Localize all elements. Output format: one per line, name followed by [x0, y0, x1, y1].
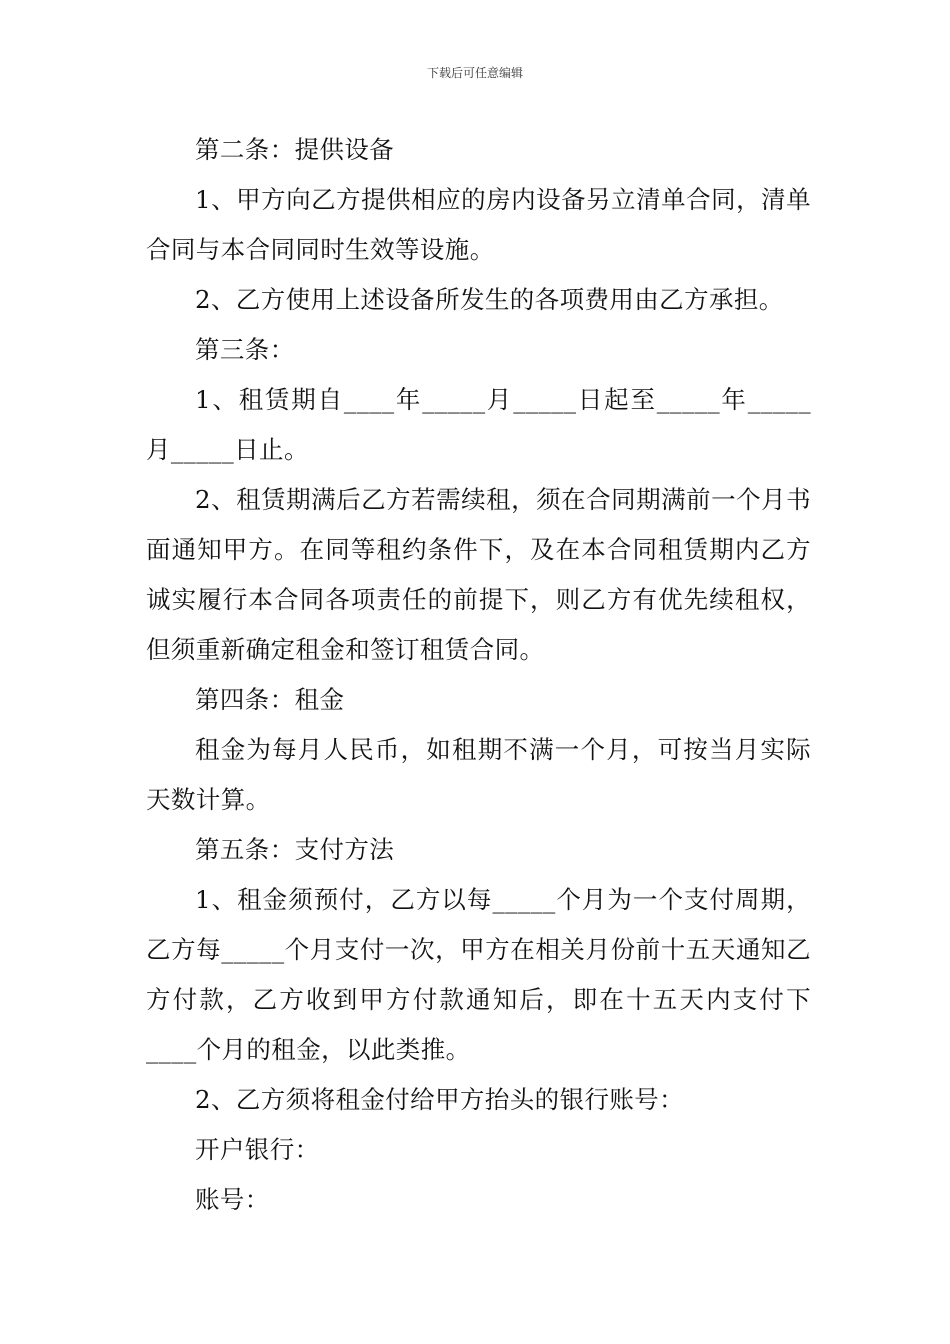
article-2-clause-1: 1、甲方向乙方提供相应的房内设备另立清单合同，清单合同与本合同同时生效等设施。	[146, 185, 811, 264]
article-3-clause-1: 1、租赁期自____年_____月_____日起至_____年_____月_____日止。	[146, 385, 811, 464]
article-4-heading: 第四条：租金	[195, 685, 345, 714]
article-4-body: 租金为每月人民币，如租期不满一个月，可按当月实际天数计算。	[146, 735, 811, 814]
article-3-heading: 第三条：	[195, 335, 295, 364]
page-header: 下载后可任意编辑	[426, 66, 523, 80]
article-5-clause-2: 2、乙方须将租金付给甲方抬头的银行账号：	[195, 1085, 685, 1114]
article-2-clause-2: 2、乙方使用上述设备所发生的各项费用由乙方承担。	[195, 285, 784, 314]
article-3-clause-2: 2、租赁期满后乙方若需续租，须在合同期满前一个月书面通知甲方。在同等租约条件下，及在本合同租赁期内乙方诚实履行本合同各项责任的前提下，则乙方有优先续租权，但须重新确定租金和签订租赁合同。	[146, 485, 811, 664]
account-number-field: 账号：	[195, 1185, 270, 1214]
document-body	[146, 125, 811, 1225]
article-5-heading: 第五条：支付方法	[195, 835, 395, 864]
bank-name-field: 开户银行：	[195, 1135, 320, 1164]
article-2-heading: 第二条：提供设备	[195, 135, 395, 164]
article-5-clause-1: 1、租金须预付，乙方以每_____个月为一个支付周期，乙方每_____个月支付一次，甲方在相关月份前十五天通知乙方付款，乙方收到甲方付款通知后，即在十五天内支付下____个月的租金，以此类推。	[146, 885, 811, 1064]
